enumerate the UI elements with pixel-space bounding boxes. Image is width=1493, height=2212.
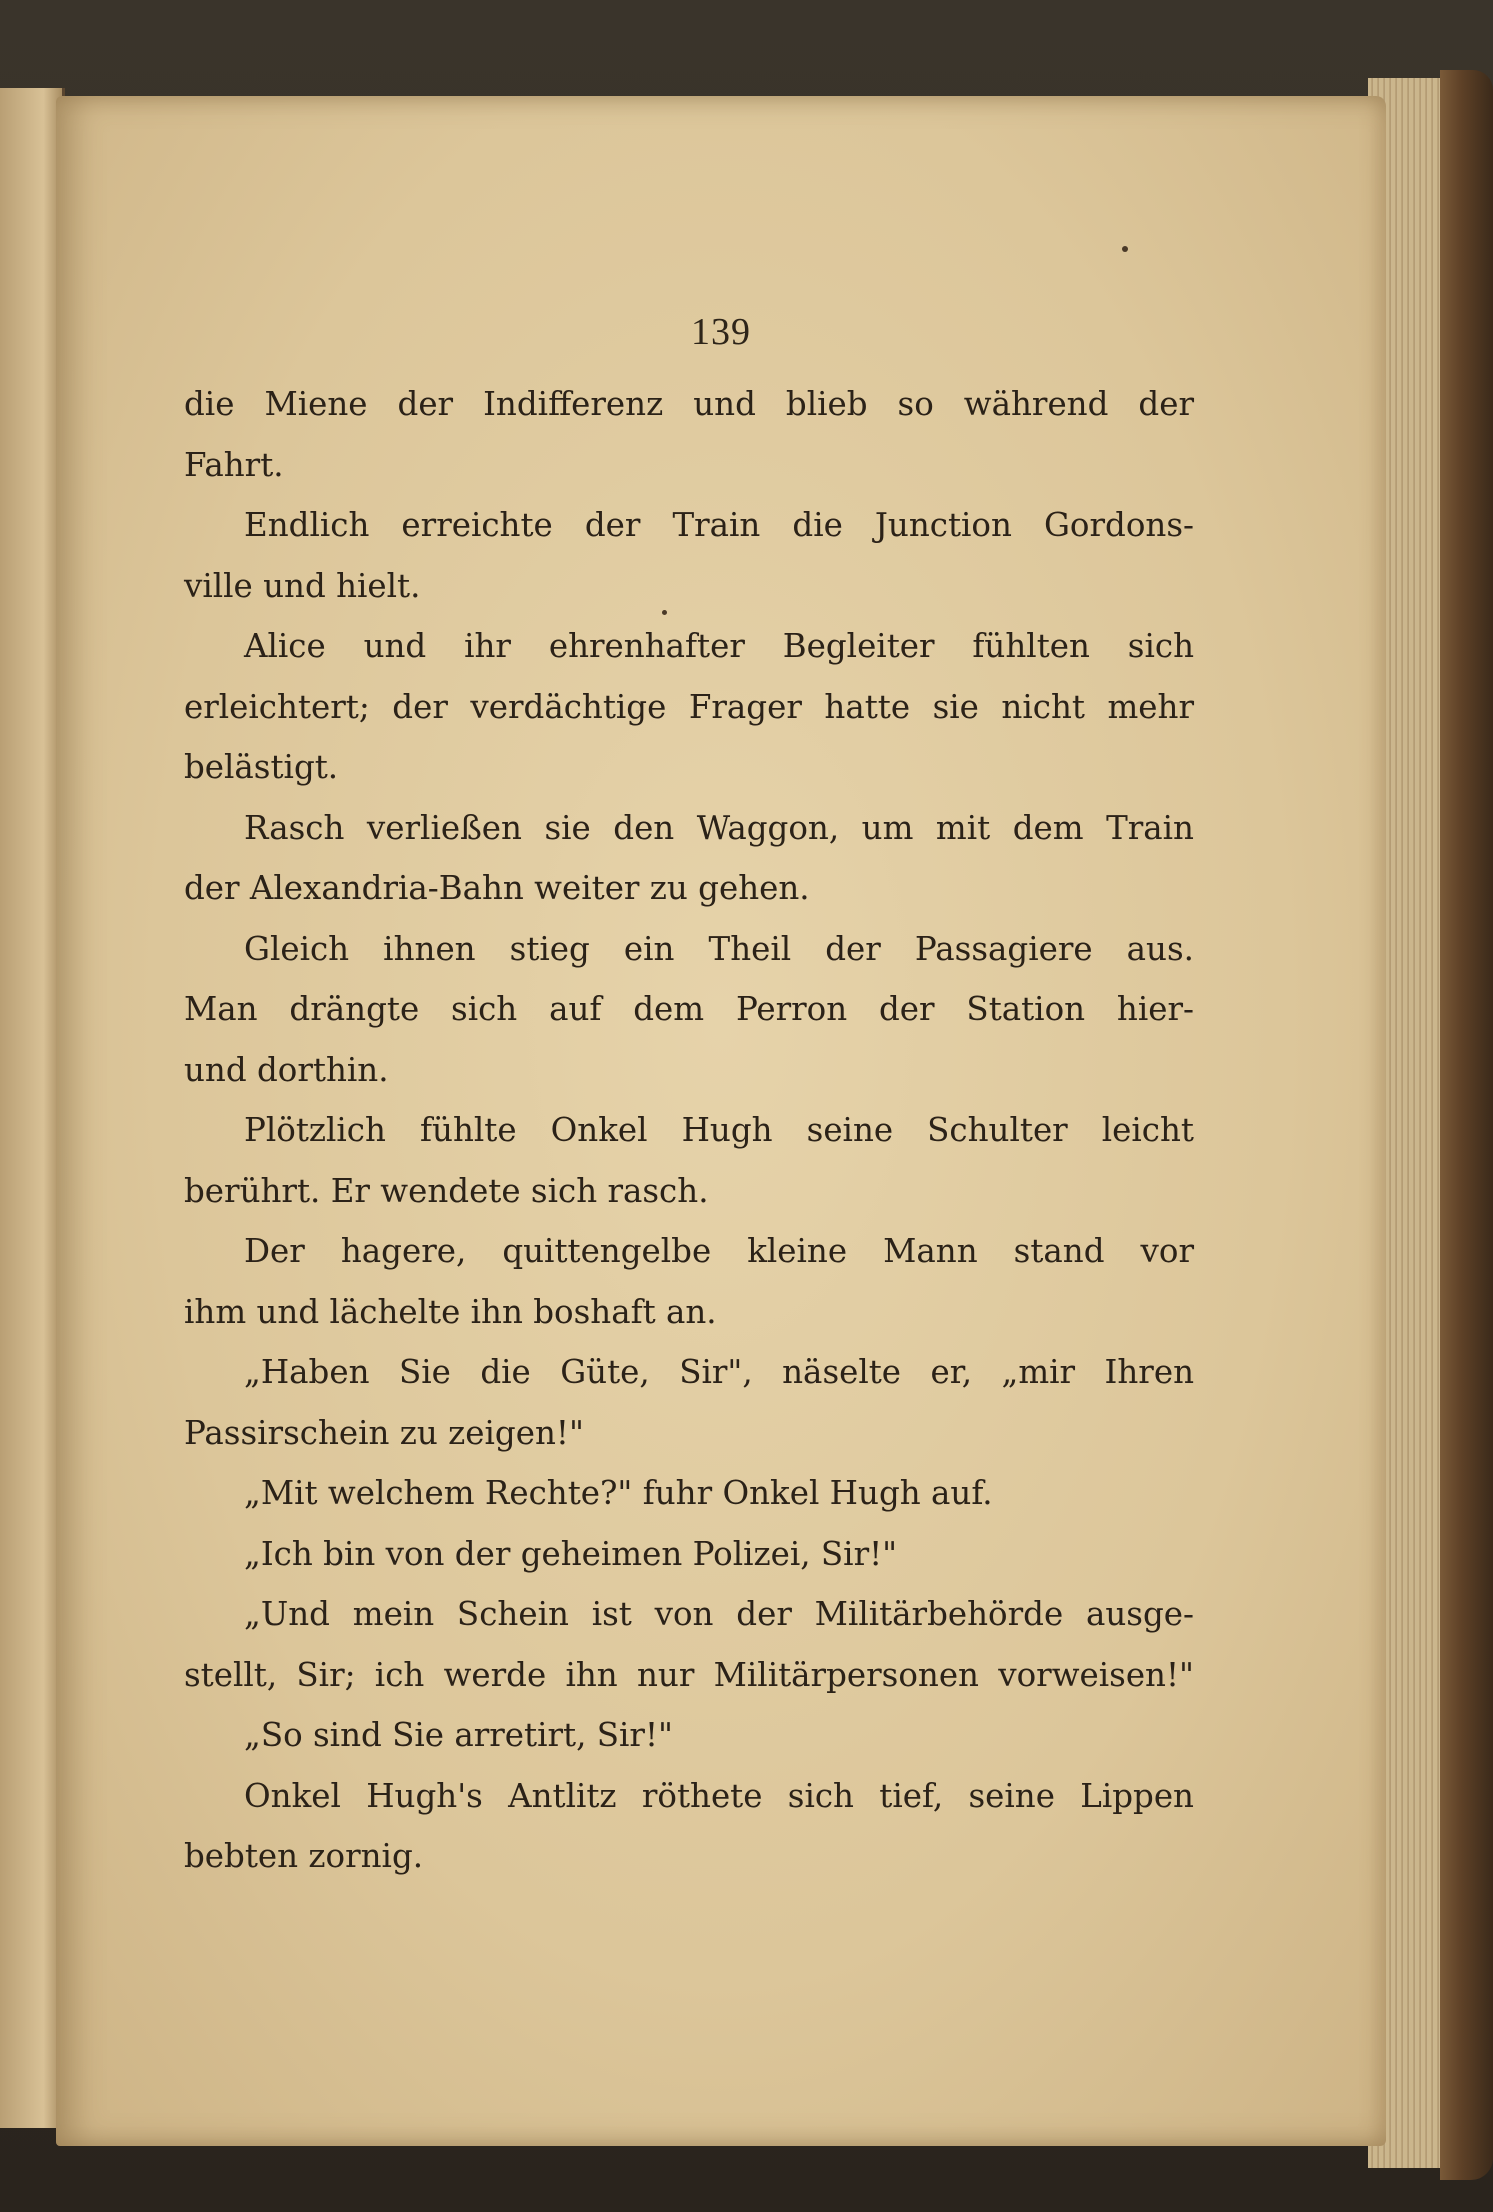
- text-line: Man drängte sich auf dem Perron der Station hier-: [184, 990, 1194, 1028]
- text-line: ihm und lächelte ihn boshaft an.: [184, 1292, 717, 1331]
- paper-speck: [662, 610, 667, 615]
- text-line: „Haben Sie die Güte, Sir", näselte er, „mir Ihren: [244, 1353, 1194, 1391]
- text-line: Endlich erreichte der Train die Junction Gordons-: [244, 506, 1194, 544]
- text-line: Plötzlich fühlte Onkel Hugh seine Schulter leicht: [244, 1111, 1194, 1149]
- paper-speck: [1122, 246, 1128, 252]
- text-line: „Und mein Schein ist von der Militärbehörde ausge-: [244, 1595, 1194, 1633]
- text-line: Fahrt.: [184, 445, 284, 484]
- text-line: „Ich bin von der geheimen Polizei, Sir!": [244, 1534, 898, 1573]
- text-line: erleichtert; der verdächtige Frager hatte sie nicht mehr: [184, 687, 1194, 726]
- text-line: ville und hielt.: [184, 566, 421, 605]
- text-line: stellt, Sir; ich werde ihn nur Militärpersonen vorweisen!": [184, 1655, 1194, 1694]
- text-line: Der hagere, quittengelbe kleine Mann stand vor: [244, 1232, 1194, 1270]
- text-line: Gleich ihnen stieg ein Theil der Passagiere aus.: [244, 929, 1194, 968]
- page-number: 139: [691, 311, 751, 353]
- text-line: berührt. Er wendete sich rasch.: [184, 1171, 709, 1210]
- text-line: „Mit welchem Rechte?" fuhr Onkel Hugh auf.: [244, 1474, 993, 1512]
- text-line: und dorthin.: [184, 1050, 389, 1089]
- text-line: die Miene der Indifferenz und blieb so während der: [184, 385, 1194, 423]
- text-line: Onkel Hugh's Antlitz röthete sich tief, seine Lippen: [244, 1776, 1194, 1815]
- text-line: belästigt.: [184, 748, 339, 786]
- text-line: „So sind Sie arretirt, Sir!": [244, 1716, 673, 1754]
- book-page: [56, 96, 1386, 2146]
- text-line: bebten zornig.: [184, 1837, 424, 1875]
- book-cover-edge: [1440, 70, 1493, 2180]
- body-text: [184, 374, 1194, 1887]
- text-line: der Alexandria-Bahn weiter zu gehen.: [184, 869, 810, 907]
- text-line: Rasch verließen sie den Waggon, um mit dem Train: [244, 808, 1194, 847]
- text-line: Alice und ihr ehrenhafter Begleiter fühlten sich: [244, 627, 1194, 665]
- text-line: Passirschein zu zeigen!": [184, 1413, 584, 1452]
